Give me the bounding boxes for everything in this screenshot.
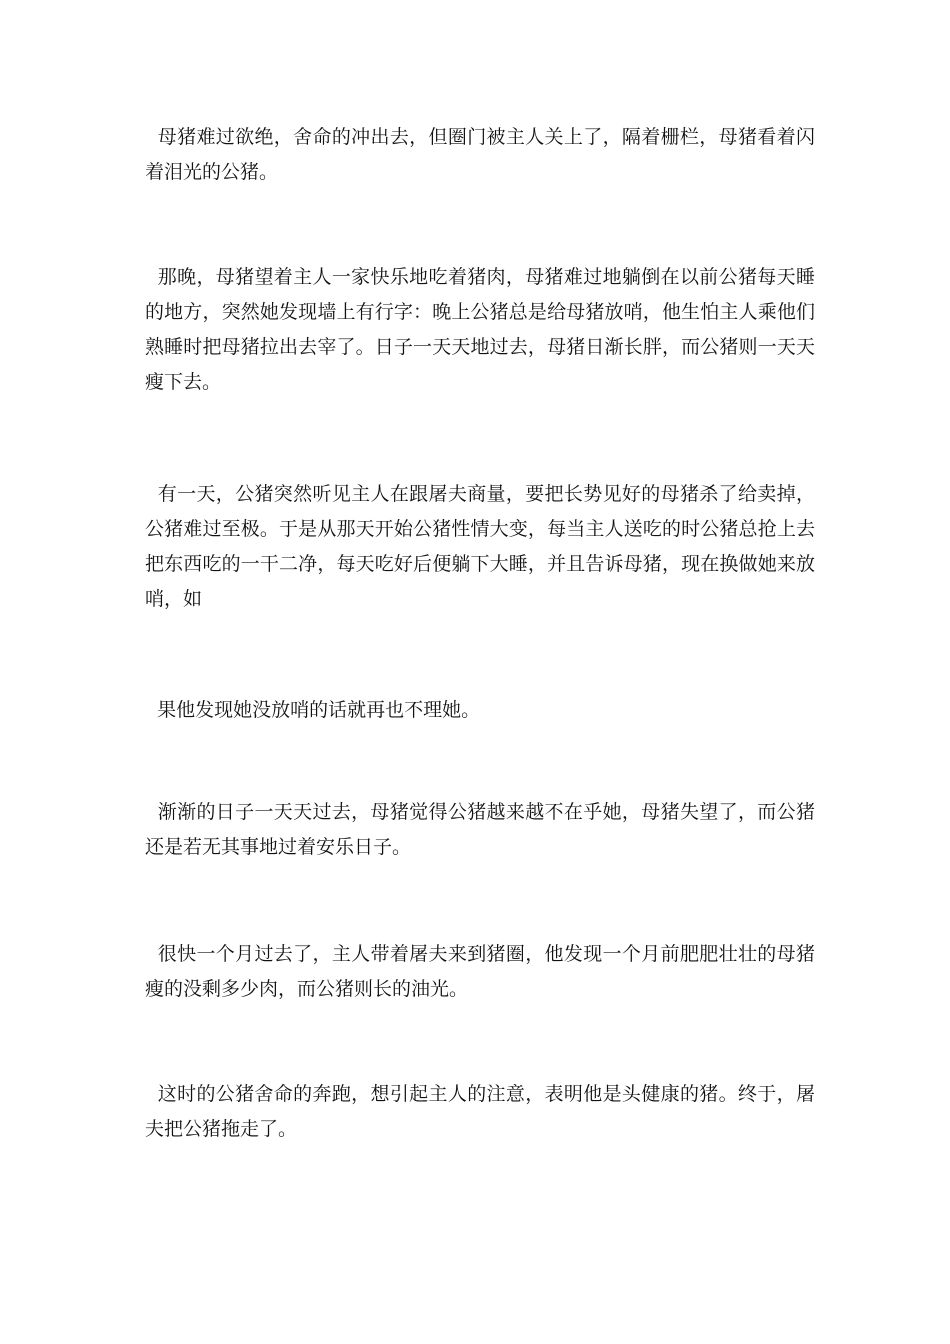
paragraph-5: 渐渐的日子一天天过去，母猪觉得公猪越来越不在乎她，母猪失望了，而公猪还是若无其事地过着安乐日子。 xyxy=(145,801,815,858)
paragraph-4: 果他发现她没放哨的话就再也不理她。 xyxy=(145,699,481,721)
paragraph-2: 那晚，母猪望着主人一家快乐地吃着猪肉，母猪难过地躺倒在以前公猪每天睡的地方，突然她发现墙上有行字：晚上公猪总是给母猪放哨，他生怕主人乘他们熟睡时把母猪拉出去宰了。日子一天天地过去，母猪日渐长胖，而公猪则一天天瘦下去。 xyxy=(145,266,815,393)
paragraph-6: 很快一个月过去了，主人带着屠夫来到猪圈，他发现一个月前肥肥壮壮的母猪瘦的没剩多少肉，而公猪则长的油光。 xyxy=(145,943,815,1000)
paragraph-1: 母猪难过欲绝，舍命的冲出去，但圈门被主人关上了，隔着栅栏，母猪看着闪着泪光的公猪。 xyxy=(145,126,815,183)
paragraph-7: 这时的公猪舍命的奔跑，想引起主人的注意，表明他是头健康的猪。终于，屠夫把公猪拖走了。 xyxy=(145,1083,815,1140)
paragraph-3: 有一天，公猪突然听见主人在跟屠夫商量，要把长势见好的母猪杀了给卖掉，公猪难过至极。于是从那天开始公猪性情大变，每当主人送吃的时公猪总抢上去把东西吃的一干二净，每天吃好后便躺下大睡，并且告诉母猪，现在换做她来放哨，如 xyxy=(145,483,815,610)
